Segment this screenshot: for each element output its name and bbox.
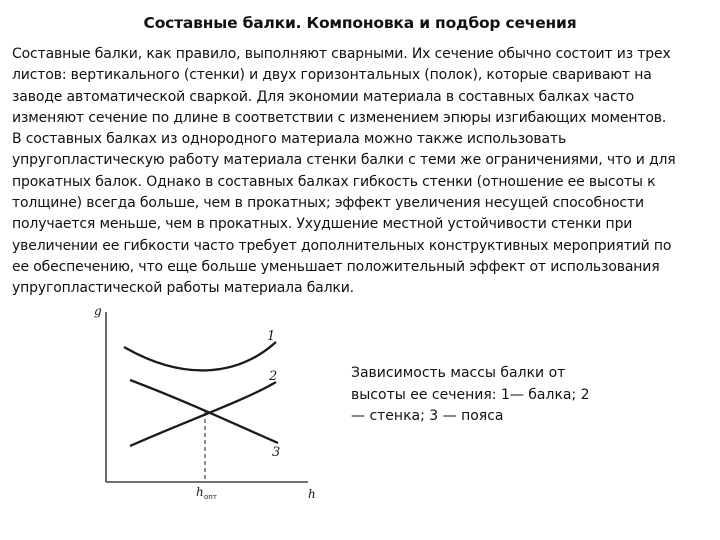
paragraph-line: В составных балках из однородного материала можно также использовать bbox=[12, 131, 567, 148]
paragraph-line: упругопластическую работу материала стенки балки с теми же ограничениями, что и для bbox=[12, 152, 676, 169]
figure-caption bbox=[351, 363, 611, 428]
paragraph-line: толщине) всегда больше, чем в прокатных; эффект увеличения несущей способности bbox=[12, 195, 644, 212]
paragraph-line: Составные балки, как правило, выполняют сварными. Их сечение обычно состоит из трех bbox=[12, 46, 671, 62]
paragraph-line: заводе автоматической сваркой. Для экономии материала в составных балках часто bbox=[12, 88, 635, 105]
caption-line: — стенка; 3 — пояса bbox=[351, 408, 504, 424]
page-title: Составные балки. Компоновка и подбор сечения bbox=[143, 14, 577, 32]
curve-label-2: 2 bbox=[269, 369, 278, 384]
paragraph-line: увеличении ее гибкости часто требует дополнительных конструктивных мероприятий по bbox=[12, 237, 672, 254]
y-axis-label: g bbox=[94, 304, 102, 318]
h-opt-subscript: опт bbox=[204, 493, 217, 501]
curve-label-1: 1 bbox=[267, 329, 276, 344]
x-axis-label: h bbox=[308, 487, 316, 501]
caption-line: Зависимость массы балки от bbox=[351, 365, 566, 381]
mass-height-diagram bbox=[86, 300, 326, 515]
curve-label-3: 3 bbox=[272, 445, 281, 460]
caption-line: высоты ее сечения: 1— балка; 2 bbox=[351, 386, 590, 403]
paragraph-line: изменяют сечение по длине в соответствии с изменением эпюры изгибающих моментов. bbox=[12, 109, 667, 126]
curve-3-flanges bbox=[130, 380, 278, 443]
paragraph-line: упругопластической работы материала балки. bbox=[12, 280, 354, 297]
curve-2-web bbox=[130, 382, 276, 446]
h-opt-label: h bbox=[196, 485, 204, 499]
paragraph-line: получается меньше, чем в прокатных. Ухудшение местной устойчивости стенки при bbox=[12, 216, 633, 233]
paragraph-line: прокатных балок. Однако в составных балках гибкость стенки (отношение ее высоты к bbox=[12, 173, 656, 190]
curve-1-beam bbox=[124, 342, 276, 370]
paragraph-line: ее обеспечению, что еще больше уменьшает положительный эффект от использования bbox=[12, 258, 660, 275]
body-paragraph bbox=[12, 44, 712, 300]
paragraph-line: листов: вертикального (стенки) и двух горизонтальных (полок), которые сваривают на bbox=[12, 67, 652, 84]
